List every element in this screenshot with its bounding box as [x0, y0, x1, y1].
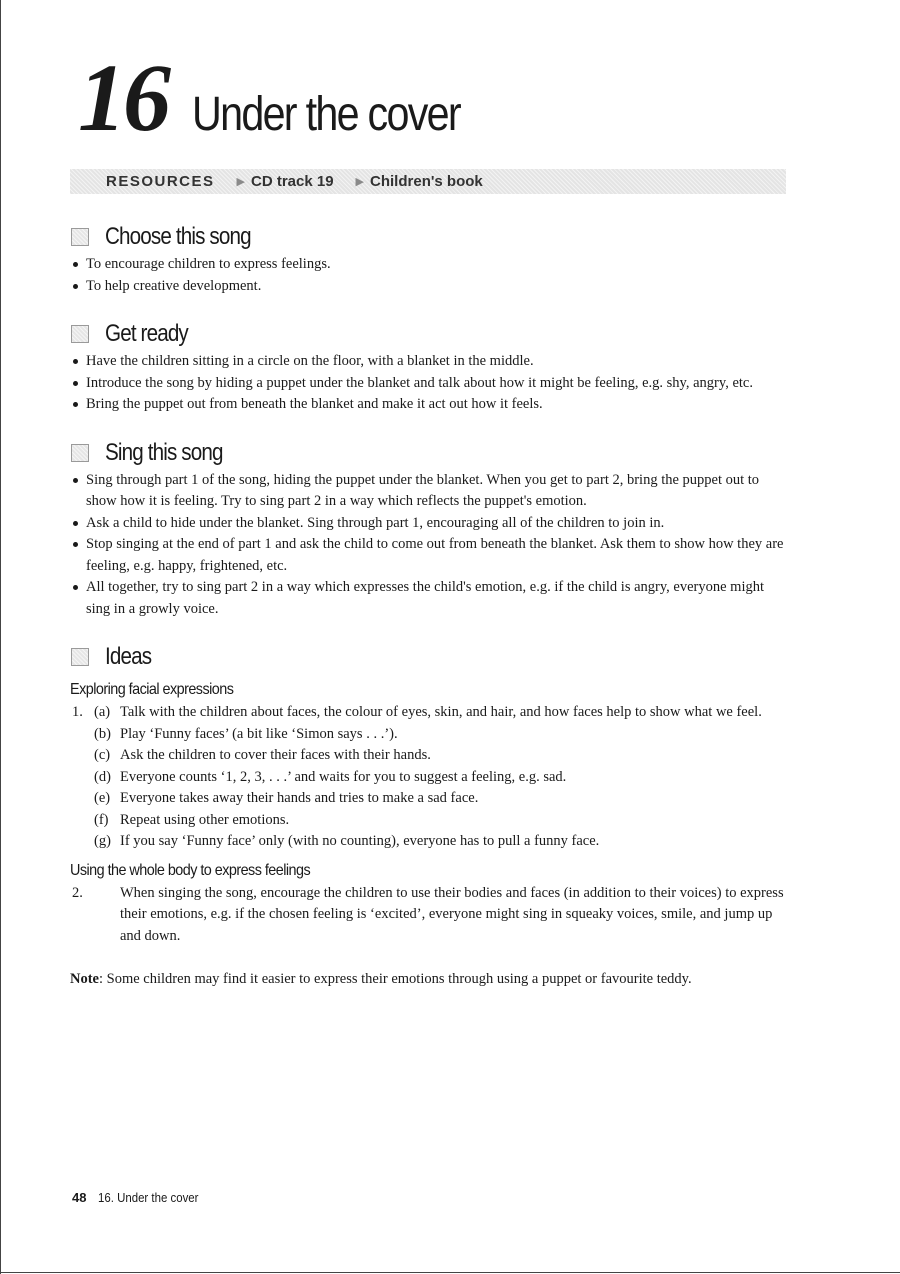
list-item: Introduce the song by hiding a puppet under the blanket and talk about how it might be feeling, e.g. shy, angry, etc. — [70, 373, 786, 395]
section-title: Choose this song — [105, 223, 251, 250]
sub-item-letter: (b) — [94, 725, 111, 742]
arrow-right-icon: ▶ — [355, 176, 365, 188]
checkbox-square-icon — [71, 325, 89, 343]
page-content — [70, 44, 786, 991]
section-heading-choose — [70, 222, 786, 252]
list-item: Ask a child to hide under the blanket. Sing through part 1, encouraging all of the children to join in. — [70, 513, 786, 535]
resource-item-label: CD track 19 — [251, 173, 334, 190]
ideas-list-1 — [70, 702, 786, 853]
sub-item — [94, 745, 786, 767]
sub-item-text: Talk with the children about faces, the colour of eyes, skin, and hair, and how faces help to show what we feel. — [120, 704, 762, 720]
item-number: 1. — [72, 704, 83, 720]
note-label: Note — [70, 971, 99, 987]
page-footer — [72, 1190, 213, 1205]
list-item: Have the children sitting in a circle on the floor, with a blanket in the middle. — [70, 351, 786, 373]
sub-item-letter: (a) — [94, 704, 111, 720]
chapter-title: Under the cover — [192, 88, 460, 141]
choose-bullet-list — [70, 254, 786, 297]
checkbox-square-icon — [71, 648, 89, 666]
list-item: Stop singing at the end of part 1 and ask the child to come out from beneath the blanket. Ask them to show how they are feeling, e.g. happy, frightened, etc. — [70, 534, 786, 577]
item-text: When singing the song, encourage the children to use their bodies and faces (in addition to their voices) to express their emotions, e.g. if the chosen feeling is ‘excited’, everyone might sing in squeaky voices, smile, and jump up and down. — [120, 884, 784, 944]
ideas-list-2 — [70, 883, 786, 948]
note-text: : Some children may find it easier to express their emotions through using a puppet or favourite teddy. — [99, 971, 692, 987]
section-title: Get ready — [105, 320, 188, 347]
item-number: 2. — [72, 884, 83, 901]
sub-item-letter: (g) — [94, 833, 111, 849]
get-ready-bullet-list — [70, 351, 786, 416]
checkbox-square-icon — [71, 444, 89, 462]
arrow-right-icon: ▶ — [236, 176, 245, 188]
sub-item-letter: (d) — [94, 768, 111, 785]
section-heading-ideas — [70, 642, 786, 672]
sub-item — [94, 767, 786, 789]
resources-label: RESOURCES — [106, 173, 215, 190]
sub-items — [94, 702, 786, 853]
section-title: Ideas — [105, 643, 152, 670]
list-item: To encourage children to express feelings. — [70, 254, 786, 276]
sub-item — [94, 724, 786, 746]
chapter-number: 16 — [78, 44, 168, 151]
note-paragraph — [70, 969, 786, 991]
sub-item-text: Everyone takes away their hands and tries to make a sad face. — [120, 790, 479, 806]
resource-item-childrens-book — [356, 173, 483, 190]
sub-item — [94, 788, 786, 810]
list-item: Sing through part 1 of the song, hiding the puppet under the blanket. When you get to part 2, bring the puppet out to show how it is feeling. Try to sing part 2 in a way which reflects the puppet's emotion. — [70, 470, 786, 513]
sub-item — [94, 831, 786, 853]
list-item: Bring the puppet out from beneath the blanket and make it act out how it feels. — [70, 394, 786, 416]
checkbox-square-icon — [71, 228, 89, 246]
section-heading-get-ready — [70, 319, 786, 349]
resource-item-cd-track — [237, 173, 334, 190]
page-border-bottom — [0, 1272, 900, 1273]
numbered-item — [70, 883, 786, 948]
list-item: All together, try to sing part 2 in a way which expresses the child's emotion, e.g. if the child is angry, everyone might sing in a growly voice. — [70, 577, 786, 620]
sub-item-text: Ask the children to cover their faces with their hands. — [120, 747, 431, 763]
resources-bar — [70, 169, 786, 194]
resource-item-label: Children's book — [370, 173, 483, 190]
sing-bullet-list — [70, 470, 786, 621]
sub-item — [94, 810, 786, 832]
list-item: To help creative development. — [70, 276, 786, 298]
sub-item-text: Repeat using other emotions. — [120, 811, 290, 828]
page-number: 48 — [72, 1190, 87, 1205]
sub-item-letter: (c) — [94, 747, 111, 763]
subheading-facial-expressions: Exploring facial expressions — [70, 681, 234, 698]
section-title: Sing this song — [105, 438, 223, 466]
numbered-item — [70, 702, 786, 853]
sub-item-letter: (f) — [94, 811, 109, 828]
section-heading-sing — [70, 438, 786, 468]
subheading-whole-body: Using the whole body to express feelings — [70, 861, 311, 879]
footer-running-title: 16. Under the cover — [98, 1190, 199, 1205]
sub-item — [94, 702, 786, 724]
sub-item-letter: (e) — [94, 790, 111, 806]
page-border-left — [0, 0, 1, 1274]
sub-item-text: If you say ‘Funny face’ only (with no counting), everyone has to pull a funny face. — [120, 833, 600, 849]
sub-item-text: Play ‘Funny faces’ (a bit like ‘Simon says . . .’). — [120, 725, 398, 742]
sub-item-text: Everyone counts ‘1, 2, 3, . . .’ and waits for you to suggest a feeling, e.g. sad. — [120, 768, 567, 785]
chapter-heading — [70, 44, 786, 151]
